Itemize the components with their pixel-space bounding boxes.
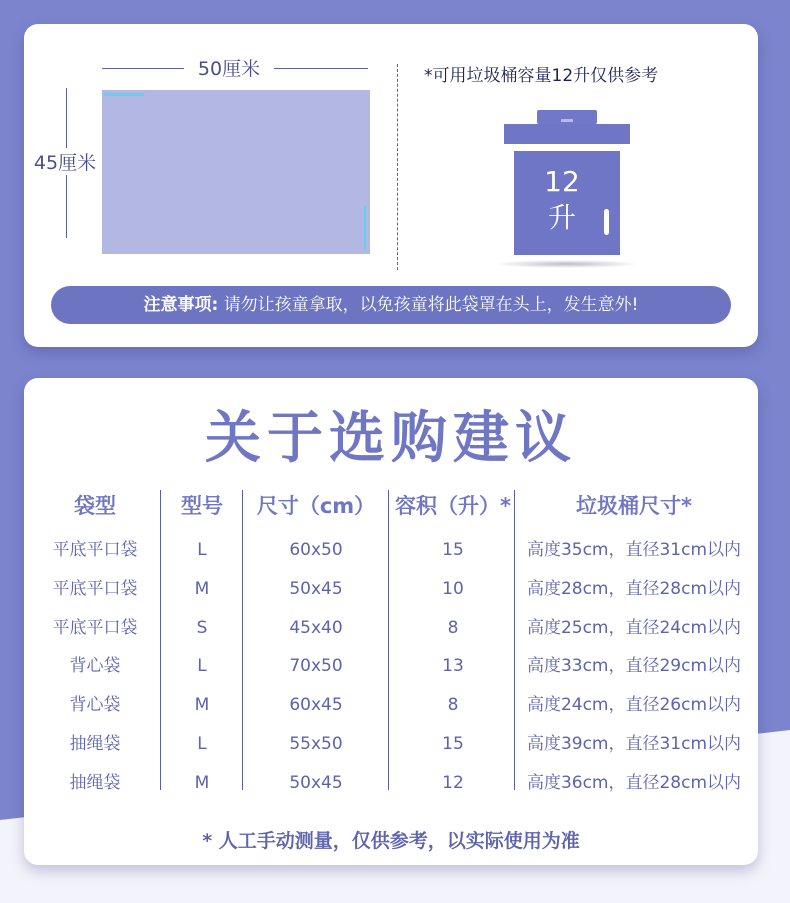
bin-handle-slot (561, 119, 573, 122)
cell-volume: 8 (447, 618, 459, 638)
cell-size: 60x45 (289, 695, 343, 715)
cell-volume: 15 (442, 540, 464, 560)
cell-bin-size: 高度28cm，直径28cm以内 (526, 579, 742, 599)
bin-capacity-unit: 升 (547, 201, 576, 234)
cell-model: S (196, 618, 208, 638)
bin-body (514, 151, 620, 255)
warning-banner (51, 286, 731, 324)
cell-size: 50x45 (289, 773, 343, 793)
width-dimension-label: 50厘米 (184, 54, 274, 81)
cell-model: M (194, 773, 210, 793)
table-row (24, 768, 758, 798)
table-row (24, 729, 758, 759)
cell-bin-size: 高度33cm，直径29cm以内 (526, 656, 742, 676)
table-row (24, 535, 758, 565)
cell-model: L (197, 540, 207, 560)
bin-capacity-number: 12 (544, 165, 580, 198)
cell-bag-type: 抽绳袋 (69, 734, 121, 754)
footnote: * 人工手动测量，仅供参考，以实际使用为准 (202, 830, 580, 852)
cell-bin-size: 高度24cm，直径26cm以内 (526, 695, 742, 715)
cell-bin-size: 高度39cm，直径31cm以内 (526, 734, 742, 754)
cell-volume: 13 (442, 656, 464, 676)
table-row (24, 574, 758, 604)
header-size: 尺寸（cm） (256, 494, 376, 518)
cell-size: 50x45 (289, 579, 343, 599)
header-model: 型号 (181, 494, 223, 518)
cell-bag-type: 平底平口袋 (52, 579, 138, 599)
capacity-note: *可用垃圾桶容量12升仅供参考 (424, 66, 659, 86)
section-title: 关于选购建议 (205, 406, 577, 471)
table-row (24, 613, 758, 643)
cell-size: 70x50 (289, 656, 343, 676)
cell-size: 55x50 (289, 734, 343, 754)
dashed-divider (397, 64, 398, 270)
cell-model: M (194, 579, 210, 599)
cell-volume: 10 (442, 579, 464, 599)
bin-highlight (604, 209, 609, 235)
header-bag-type: 袋型 (74, 494, 116, 518)
cell-size: 60x50 (289, 540, 343, 560)
purchase-suggestion-card (24, 378, 758, 865)
cell-model: L (197, 734, 207, 754)
cell-bag-type: 背心袋 (69, 695, 121, 715)
cell-bin-size: 高度36cm，直径28cm以内 (526, 773, 742, 793)
cell-model: L (197, 656, 207, 676)
header-volume: 容积（升）* (395, 494, 511, 518)
bin-lid (504, 124, 630, 144)
bag-size-card (24, 24, 758, 347)
warning-text: 请勿让孩童拿取，以免孩童将此袋罩在头上，发生意外! (223, 295, 639, 315)
cell-volume: 15 (442, 734, 464, 754)
trash-bin-icon (504, 110, 630, 280)
table-row (24, 651, 758, 681)
cell-bag-type: 平底平口袋 (52, 618, 138, 638)
warning-title: 注意事项: (143, 295, 219, 315)
cell-bin-size: 高度35cm，直径31cm以内 (526, 540, 742, 560)
cell-size: 45x40 (289, 618, 343, 638)
cell-bag-type: 平底平口袋 (52, 540, 138, 560)
cell-volume: 12 (442, 773, 464, 793)
header-bin-size: 垃圾桶尺寸* (576, 494, 692, 518)
cell-bag-type: 抽绳袋 (69, 773, 121, 793)
cell-model: M (194, 695, 210, 715)
bag-illustration (102, 90, 370, 254)
table-row (24, 690, 758, 720)
height-dimension-label: 45厘米 (26, 148, 104, 175)
bin-shadow (494, 260, 640, 268)
cell-bin-size: 高度25cm，直径24cm以内 (526, 618, 742, 638)
cell-bag-type: 背心袋 (69, 656, 121, 676)
cell-volume: 8 (447, 695, 459, 715)
